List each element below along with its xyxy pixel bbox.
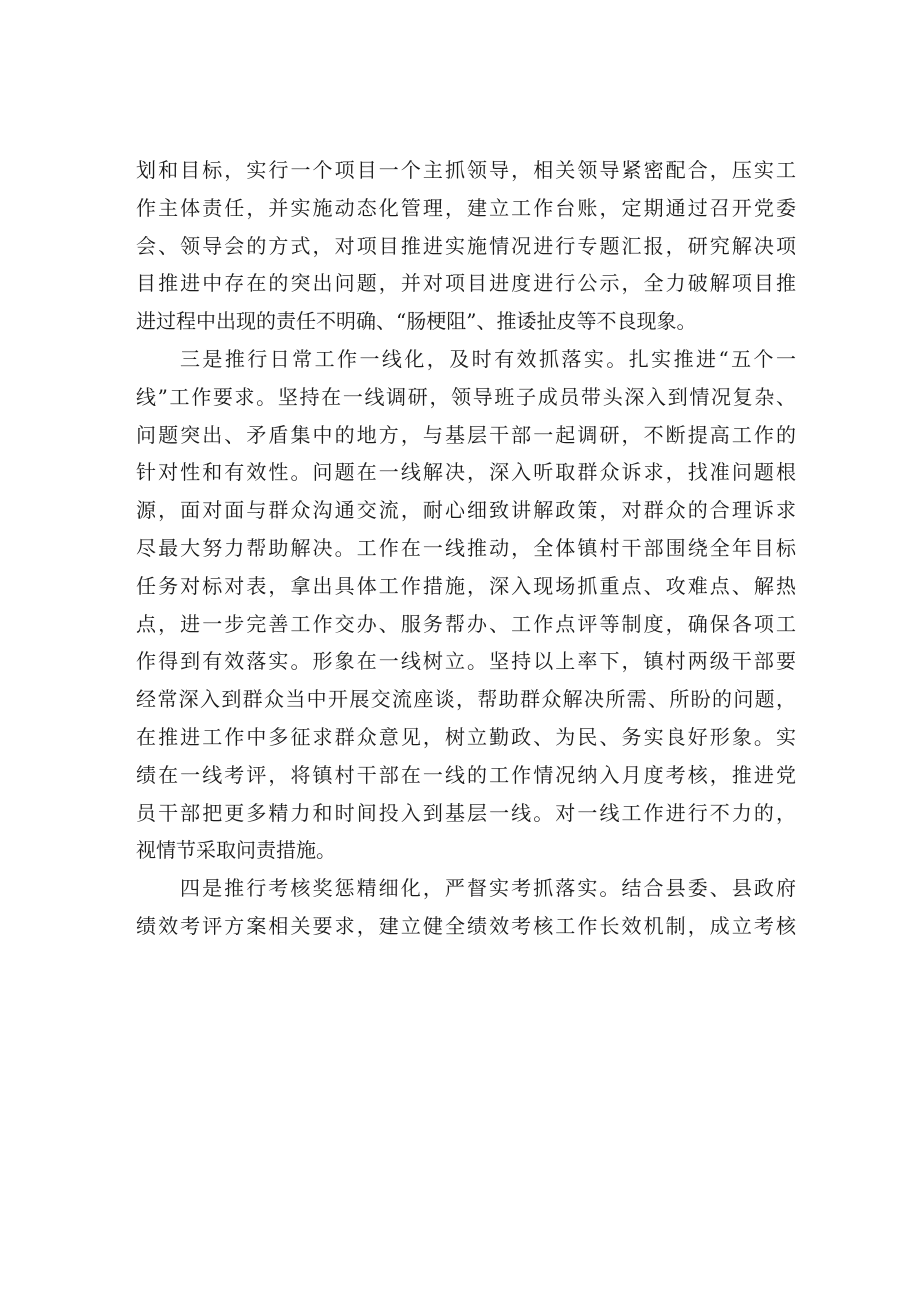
body-text (136, 152, 796, 946)
text-line: 划和目标，实行一个项目一个主抓领导，相关领导紧密配合，压实工 (136, 158, 796, 182)
text-line: 会、领导会的方式，对项目推进实施情况进行专题汇报，研究解决项 (136, 233, 796, 258)
text-line: 视情节采取问责措施。 (136, 838, 336, 863)
paragraph-start-line: 四是推行考核奖惩精细化，严督实考抓落实。结合县委、县政府 (180, 876, 796, 901)
text-line: 尽最大努力帮助解决。工作在一线推动，全体镇村干部围绕全年目标 (136, 535, 796, 560)
text-line: 在推进工作中多征求群众意见，树立勤政、为民、务实良好形象。实 (136, 724, 796, 749)
text-line: 作得到有效落实。形象在一线树立。坚持以上率下，镇村两级干部要 (136, 649, 796, 674)
text-line: 进过程中出现的责任不明确、“肠梗阻”、推诿扯皮等不良现象。 (136, 309, 697, 334)
text-line: 点，进一步完善工作交办、服务帮办、工作点评等制度，确保各项工 (136, 611, 796, 636)
text-line: 源，面对面与群众沟通交流，耐心细致讲解政策，对群众的合理诉求 (136, 498, 796, 523)
text-line: 目推进中存在的突出问题，并对项目进度进行公示，全力破解项目推 (136, 271, 796, 296)
text-line: 绩效考评方案相关要求，建立健全绩效考核工作长效机制，成立考核 (136, 913, 796, 938)
text-line: 问题突出、矛盾集中的地方，与基层干部一起调研，不断提高工作的 (136, 422, 796, 447)
text-line: 任务对标对表，拿出具体工作措施，深入现场抓重点、攻难点、解热 (136, 573, 796, 598)
paragraph-start-line: 三是推行日常工作一线化，及时有效抓落实。扎实推进“五个一 (180, 346, 796, 371)
text-line: 员干部把更多精力和时间投入到基层一线。对一线工作进行不力的， (136, 800, 796, 825)
text-line: 作主体责任，并实施动态化管理，建立工作台账，定期通过召开党委 (136, 195, 796, 220)
text-line: 针对性和有效性。问题在一线解决，深入听取群众诉求，找准问题根 (136, 460, 796, 485)
text-line: 绩在一线考评，将镇村干部在一线的工作情况纳入月度考核，推进党 (136, 762, 796, 787)
text-line: 线”工作要求。坚持在一线调研，领导班子成员带头深入到情况复杂、 (136, 384, 796, 409)
text-line: 经常深入到群众当中开展交流座谈，帮助群众解决所需、所盼的问题， (136, 687, 796, 712)
